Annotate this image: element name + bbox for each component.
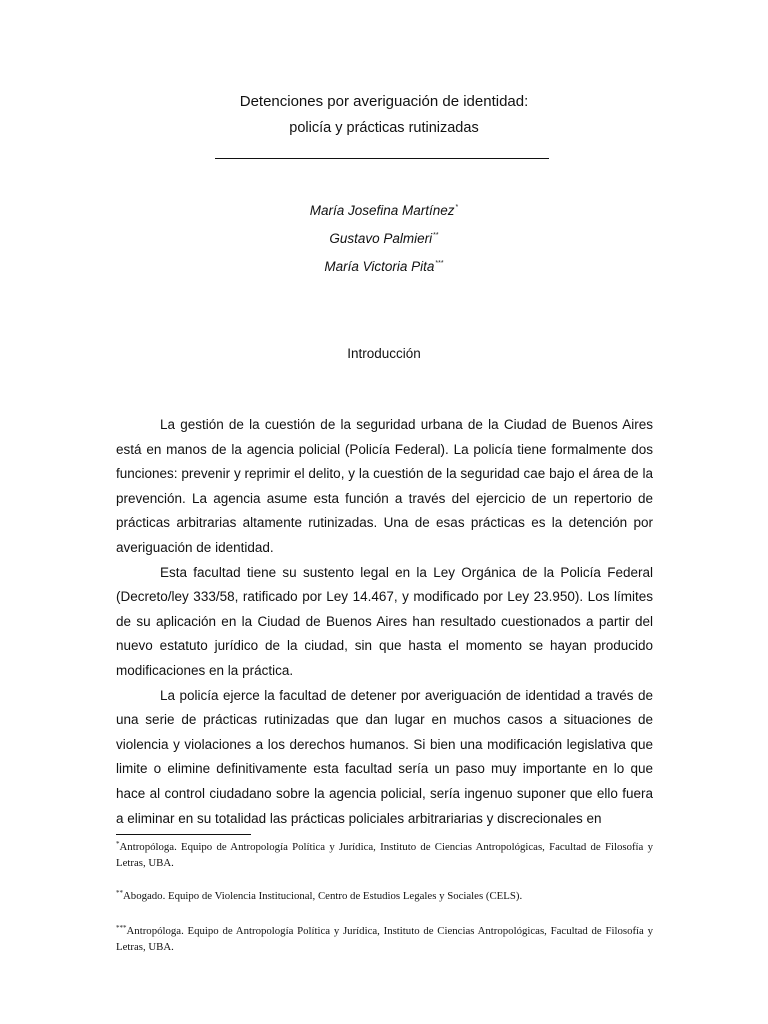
footnote: *Antropóloga. Equipo de Antropología Política y Jurídica, Instituto de Ciencias Antropológicas, Facultad de Filosofía y Letras, UBA.	[116, 840, 653, 869]
title-divider	[215, 158, 549, 159]
footnote-marker: *	[455, 204, 459, 211]
footnote-marker: ***	[116, 924, 127, 932]
author-name: María Victoria Pita***	[324, 259, 444, 274]
footnote-marker: **	[116, 889, 123, 897]
footnotes	[116, 836, 653, 955]
footnote-marker: ***	[435, 260, 444, 267]
document-title: Detenciones por averiguación de identidad:	[239, 93, 529, 110]
footnote-marker: *	[116, 840, 120, 848]
paragraph: Esta facultad tiene su sustento legal en la Ley Orgánica de la Policía Federal (Decreto/ley 333/58, ratificado por Ley 14.467, y modificado por Ley 23.950). Los límites de su aplicación en la Ciudad de Buenos Aires han resultado cuestionados a partir del nuevo estatuto jurídico de la ciudad, sin que hasta el momento se hayan producido modificaciones en la práctica.	[116, 564, 653, 678]
footnote-marker: **	[433, 232, 439, 239]
paragraph: La gestión de la cuestión de la seguridad urbana de la Ciudad de Buenos Aires está en manos de la agencia policial (Policía Federal). La policía tiene formalmente dos funciones: prevenir y reprimir el delito, y la cuestión de la seguridad cae bajo el área de la prevención. La agencia asume esta función a través del ejercicio de un repertorio de prácticas arbitrarias altamente rutinizadas. Una de esas prácticas es la detención por averiguación de identidad.	[116, 417, 653, 555]
paragraph: La policía ejerce la facultad de detener por averiguación de identidad a través de una serie de prácticas rutinizadas que dan lugar en muchos casos a situaciones de violencia y violaciones a los derechos humanos. Si bien una modificación legislativa que limite o elimine definitivamente esta facultad sería un paso muy importante en lo que hace al control ciudadano sobre la agencia policial, sería ingenuo suponer que ello fuera a eliminar en su totalidad las prácticas policiales arbitrariarias y discrecionales en	[116, 687, 653, 826]
footnote: **Abogado. Equipo de Violencia Institucional, Centro de Estudios Legales y Sociales (CELS).	[116, 889, 523, 902]
footnote: ***Antropóloga. Equipo de Antropología Política y Jurídica, Instituto de Ciencias Antropológicas, Facultad de Filosofía y Letras, UBA.	[116, 924, 653, 953]
footnote-divider	[116, 834, 251, 835]
author-name: María Josefina Martínez*	[309, 203, 459, 218]
author-name: Gustavo Palmieri**	[329, 231, 439, 246]
document-subtitle: policía y prácticas rutinizadas	[289, 120, 479, 136]
section-heading: Introducción	[347, 346, 421, 361]
body-text	[116, 413, 653, 831]
author-list	[0, 195, 768, 279]
